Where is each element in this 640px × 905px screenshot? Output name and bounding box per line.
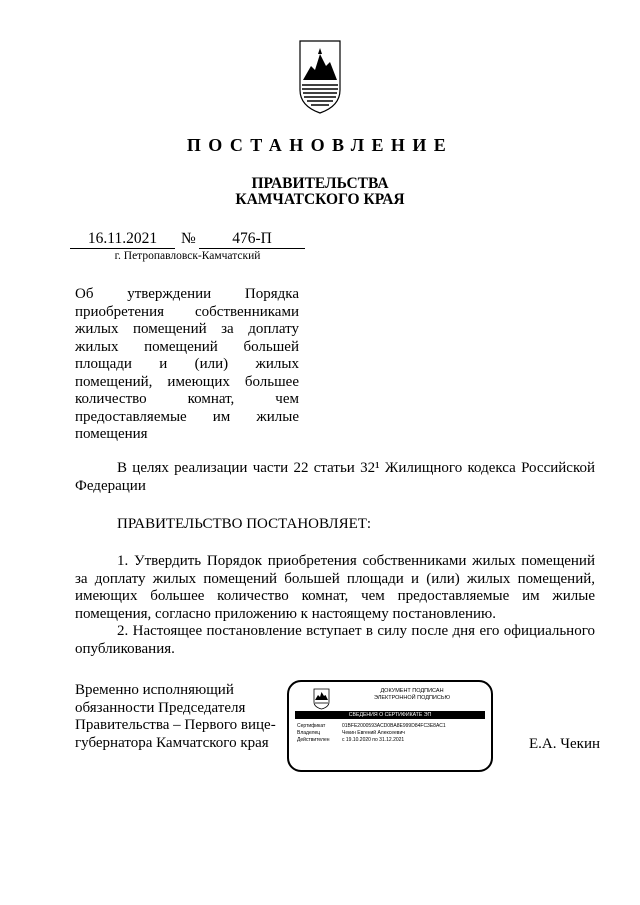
decree-heading: ПРАВИТЕЛЬСТВО ПОСТАНОВЛЯЕТ: xyxy=(117,516,372,532)
government-line-1: ПРАВИТЕЛЬСТВА xyxy=(251,175,389,192)
government-line-2: КАМЧАТСКОГО КРАЯ xyxy=(235,191,405,208)
stamp-emblem-icon xyxy=(313,688,330,710)
stamp-row xyxy=(297,723,446,729)
electronic-signature-stamp xyxy=(287,680,493,772)
number-sign: № xyxy=(181,230,196,247)
stamp-row-key: Сертификат xyxy=(297,723,326,729)
preamble-paragraph: В целях реализации части 22 статьи 32¹ Жилищного кодекса Российской Федерации xyxy=(75,460,595,494)
clause-2-paragraph: 2. Настоящее постановление вступает в силу после дня его официального опубликования. xyxy=(75,623,595,657)
stamp-row xyxy=(297,737,404,743)
stamp-row-value: 01BFE2000593ACD0BA8E999D84FC3E8AC1 xyxy=(342,723,446,729)
signatory-name: Е.А. Чекин xyxy=(529,736,600,752)
stamp-row-key: Действителен xyxy=(297,737,330,743)
document-subject: Об утверждении Порядка приобретения собственниками жилых помещений за доплату жилых помещений большей площади и (или) жилых помещений, имеющих большее количество комнат, чем предоставляемые им жилые помещения xyxy=(75,286,299,442)
document-type-title: ПОСТАНОВЛЕНИЕ xyxy=(186,135,454,155)
signatory-position: Временно исполняющий обязанности Председателя Правительства – Первого вице-губернатора Камчатского края xyxy=(75,682,276,751)
stamp-row-value: с 19.10.2020 по 31.12.2021 xyxy=(342,737,405,743)
stamp-heading-line-1: ДОКУМЕНТ ПОДПИСАН xyxy=(380,688,444,694)
stamp-heading-line-2: ЭЛЕКТРОННОЙ ПОДПИСЬЮ xyxy=(373,695,451,701)
document-city: г. Петропавловск-Камчатский xyxy=(114,250,261,262)
stamp-certificate-bar: СВЕДЕНИЯ О СЕРТИФИКАТЕ ЭП xyxy=(295,711,485,719)
stamp-row xyxy=(297,730,405,736)
document-date: 16.11.2021 xyxy=(70,230,175,249)
stamp-row-value: Чекин Евгений Алексеевич xyxy=(342,730,405,736)
stamp-heading xyxy=(337,688,487,702)
kamchatka-emblem-icon xyxy=(299,40,341,114)
document-number: 476-П xyxy=(199,230,305,249)
stamp-row-key: Владелец xyxy=(297,730,321,736)
clause-1-paragraph: 1. Утвердить Порядок приобретения собственниками жилых помещений за доплату жилых помещений большей площади и (или) жилых помещений, имеющих большее количество комнат, чем предоставляемые им жилые помещения, согласно приложению к настоящему постановлению. xyxy=(75,553,595,622)
